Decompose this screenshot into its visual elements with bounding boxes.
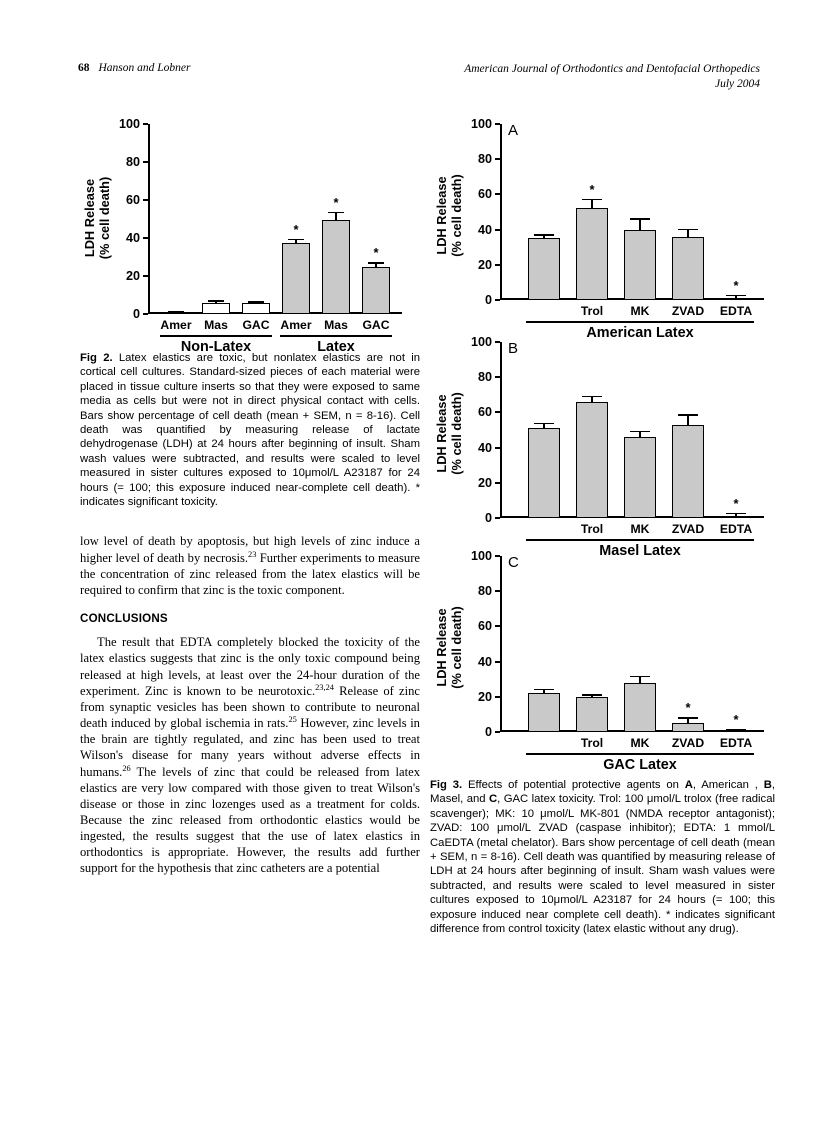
fig3a-y-axis	[500, 124, 502, 300]
significance-star: *	[293, 221, 299, 237]
x-axis-label: EDTA	[719, 522, 753, 536]
citation-26: 26	[122, 763, 131, 773]
y-tick	[495, 517, 500, 519]
x-axis-label: ZVAD	[671, 736, 705, 750]
bar	[672, 237, 704, 300]
bar	[624, 230, 656, 300]
y-tick-label: 20	[477, 475, 492, 490]
fig3c-y-axis-label	[434, 565, 464, 730]
fig3-caption-part1: Effects of potential protective agents on	[462, 779, 685, 791]
figure-3-caption	[430, 778, 775, 936]
error-bar-cap	[288, 239, 305, 241]
x-axis-label: MK	[630, 304, 650, 318]
para1-text: low level of death by apoptosis, but high levels of zinc induce a higher level of death by necrosis.	[80, 534, 420, 565]
significance-star: *	[589, 181, 595, 197]
error-bar-cap	[328, 212, 345, 214]
citation-25: 25	[288, 714, 297, 724]
figure-2-caption	[80, 351, 420, 509]
error-bar	[639, 218, 641, 229]
y-tick	[495, 376, 500, 378]
citation-23-24: 23,24	[315, 682, 334, 692]
group-label: Masel Latex	[599, 543, 681, 559]
paragraph-conclusions	[80, 634, 420, 876]
citation-23: 23	[248, 549, 257, 559]
bar	[624, 683, 656, 732]
y-tick	[143, 237, 148, 239]
y-tick	[143, 275, 148, 277]
fig3b-y-label-line2: (% cell death)	[449, 392, 464, 475]
x-axis-label: ZVAD	[671, 522, 705, 536]
group-rule	[280, 335, 392, 337]
error-bar-cap	[582, 199, 601, 201]
x-axis-label: EDTA	[719, 304, 753, 318]
y-tick	[495, 193, 500, 195]
fig3-caption-ref-c: C	[488, 793, 498, 806]
y-tick-label: 80	[125, 155, 140, 169]
group-label: Latex	[317, 339, 355, 355]
para2-part-d: The levels of zinc that could be released from latex elastics are very low compared with those given to treat Wilson's disease or those in zinc lozenges used as a treatment for colds. Because the zinc released from orthodontic elastics would be ingested, the results suggest that the use of latex elastics in orthodontics is appropriate. However, the results add further support for the hypothesis that zinc catheters are a potential	[80, 764, 420, 876]
running-head-left	[78, 62, 191, 74]
bar	[576, 208, 608, 300]
bar	[576, 697, 608, 732]
bar	[528, 693, 560, 732]
error-bar-cap	[678, 717, 697, 719]
bar	[528, 238, 560, 300]
error-bar-cap	[248, 301, 265, 303]
y-tick-label: 20	[125, 269, 140, 283]
error-bar-cap	[726, 513, 745, 515]
x-axis-label: Trol	[580, 736, 604, 750]
y-tick	[495, 482, 500, 484]
y-tick-label: 60	[125, 193, 140, 207]
bar	[720, 298, 752, 300]
y-tick	[495, 411, 500, 413]
y-tick	[495, 590, 500, 592]
panel-letter-b: B	[508, 340, 519, 357]
y-tick	[495, 299, 500, 301]
fig3b-y-axis	[500, 342, 502, 518]
para2-part-c: However, zinc levels in the brain are tightly regulated, and zinc has been used to treat Wilson's disease for many years without adverse effects in humans.	[80, 716, 420, 779]
fig2-y-label-line2: (% cell death)	[97, 176, 112, 260]
y-tick	[143, 161, 148, 163]
x-axis-label: MK	[630, 736, 650, 750]
x-axis-label: Trol	[580, 304, 604, 318]
para2-part-b: Release of zinc from synaptic vesicles has been shown to contribute to neuronal death induced by global ischemia in rats.	[80, 683, 420, 731]
fig3-caption-part4: , GAC latex toxicity. Trol: 100 μmol/L trolox (free radical scavenger); MK: 10 μmol/L MK-801 (NMDA receptor antagonist); ZVAD: 100 μmol/L ZVAD (caspase inhibitor); EDTA: 1 mmol/L CaEDTA (metal chelator). Bars show percentage of cell death (mean + SEM, n = 8-16). Cell death was quantified by measuring release of LDH at 24 hours after beginning of insult. Sham wash values were subtracted, and results were scaled to level measured in sister cultures exposed to 10μmol/L A23187 for 24 hours (= 100; this exposure induced near complete cell death). * indicates significant difference from control toxicity (latex elastic without any drug).	[430, 793, 775, 936]
y-tick-label: 20	[477, 257, 492, 272]
y-tick	[143, 123, 148, 125]
running-head-authors: Hanson and Lobner	[98, 62, 191, 74]
y-tick-label: 40	[477, 440, 492, 455]
x-axis-label: Mas	[204, 318, 228, 332]
y-tick	[495, 158, 500, 160]
bar	[362, 267, 390, 314]
figure-3-panel-b	[430, 335, 775, 559]
panel-letter-a: A	[508, 122, 519, 139]
significance-star: *	[685, 700, 691, 716]
group-rule	[160, 335, 272, 337]
fig3b-plot-area	[470, 335, 762, 559]
figure-3-panel-c	[430, 549, 775, 773]
y-tick	[495, 625, 500, 627]
significance-star: *	[733, 711, 739, 727]
error-bar-cap	[208, 300, 225, 302]
y-tick	[143, 313, 148, 315]
significance-star: *	[733, 277, 739, 293]
y-tick	[495, 264, 500, 266]
error-bar-cap	[582, 396, 601, 398]
y-tick	[495, 123, 500, 125]
error-bar-cap	[534, 423, 553, 425]
x-axis-label: MK	[630, 522, 650, 536]
bar	[624, 437, 656, 518]
fig3-caption-ref-a: A	[684, 779, 693, 791]
x-axis-label: Mas	[324, 318, 348, 332]
bar	[202, 303, 230, 314]
figure-2-caption-text: Latex elastics are toxic, but nonlatex elastics are not in cortical cell cultures. Standard-sized pieces of each material were placed in tissue culture inserts so that they were exposed to same media as cells but were not in direct physical contact with cells. Bars show percentage of cell death (mean + SEM, n = 8-16). Cell death was quantified by measuring release of lactate dehydrogenase (LDH) at 24 hours after beginning of insult. Sham wash values were subtracted, and results were scaled to level measured in sister cultures exposed to 10μmol/L A23187 for 24 hours (= 100; this exposure induced near-complete cell death). * indicates significant toxicity.	[80, 352, 420, 509]
paragraph-zinc-apoptosis	[80, 533, 420, 598]
error-bar-cap	[534, 689, 553, 691]
y-tick-label: 60	[477, 619, 492, 634]
error-bar-cap	[630, 676, 649, 678]
y-tick-label: 40	[477, 654, 492, 669]
fig3-caption-part3: , Masel, and	[430, 779, 776, 806]
y-tick-label: 80	[477, 370, 492, 385]
y-tick-label: 0	[132, 307, 140, 321]
group-label: American Latex	[586, 325, 694, 341]
panel-letter-c: C	[508, 554, 519, 571]
x-axis-label: GAC	[362, 318, 390, 332]
error-bar-cap	[726, 729, 745, 731]
bar	[672, 425, 704, 518]
y-tick-label: 80	[477, 152, 492, 167]
y-tick	[495, 731, 500, 733]
y-tick-label: 100	[470, 335, 492, 349]
fig3a-y-label-line2: (% cell death)	[449, 174, 464, 257]
figure-3-panel-a	[430, 117, 775, 341]
fig3a-y-axis-label	[434, 133, 464, 298]
y-tick-label: 0	[484, 511, 492, 525]
bar	[282, 243, 310, 314]
fig2-y-axis	[148, 124, 150, 314]
y-tick-label: 100	[470, 549, 492, 563]
bar	[720, 516, 752, 518]
y-tick-label: 40	[125, 231, 140, 245]
bar	[242, 303, 270, 314]
fig2-y-label-line1: LDH Release	[82, 178, 97, 258]
bar	[672, 723, 704, 732]
fig3b-y-axis-label	[434, 351, 464, 516]
bar	[528, 428, 560, 518]
y-tick	[495, 661, 500, 663]
x-axis-label: EDTA	[719, 736, 753, 750]
error-bar	[687, 414, 689, 425]
running-head	[78, 62, 760, 102]
y-tick-label: 60	[477, 187, 492, 202]
left-column	[80, 118, 420, 877]
x-axis-label: Amer	[160, 318, 192, 332]
y-tick	[495, 447, 500, 449]
error-bar-cap	[678, 414, 697, 416]
error-bar-cap	[726, 295, 745, 297]
error-bar-cap	[630, 218, 649, 220]
group-rule	[526, 753, 754, 755]
y-tick-label: 100	[118, 117, 140, 131]
y-tick-label: 0	[484, 293, 492, 307]
fig2-y-axis-label	[82, 133, 112, 303]
y-tick-label: 20	[477, 689, 492, 704]
journal-name: American Journal of Orthodontics and Dentofacial Orthopedics	[464, 63, 760, 75]
error-bar-cap	[582, 694, 601, 696]
y-tick-label: 60	[477, 405, 492, 420]
y-tick-label: 80	[477, 584, 492, 599]
group-rule	[526, 539, 754, 541]
error-bar-cap	[534, 234, 553, 236]
section-heading-conclusions: CONCLUSIONS	[80, 612, 168, 626]
y-tick-label: 0	[484, 725, 492, 739]
running-head-right	[464, 62, 760, 92]
fig3c-y-label-line1: LDH Release	[434, 608, 449, 687]
group-label: Non-Latex	[180, 339, 252, 355]
error-bar-cap	[630, 431, 649, 433]
figure-3-caption-label: Fig 3.	[430, 779, 463, 791]
x-axis-label: Amer	[280, 318, 312, 332]
error-bar-cap	[368, 262, 385, 264]
y-tick	[495, 229, 500, 231]
fig3c-y-label-line2: (% cell death)	[449, 606, 464, 689]
group-rule	[526, 321, 754, 323]
fig3b-y-label-line1: LDH Release	[434, 394, 449, 473]
x-axis-label: GAC	[242, 318, 270, 332]
para2-part-a: The result that EDTA completely blocked the toxicity of the latex elastics suggests that zinc is the only toxic compound being released at high levels, at least over the 24-hour duration of the experiment. Zinc is known to be neurotoxic.	[80, 635, 420, 698]
bar	[576, 402, 608, 518]
figure-2-chart	[80, 117, 420, 355]
error-bar-cap	[168, 311, 185, 313]
right-column	[430, 118, 775, 936]
error-bar-cap	[678, 229, 697, 231]
x-axis-label: Trol	[580, 522, 604, 536]
y-tick	[495, 341, 500, 343]
x-axis-label: ZVAD	[671, 304, 705, 318]
bar	[322, 220, 350, 314]
fig3c-y-axis	[500, 556, 502, 732]
group-label: GAC Latex	[603, 757, 677, 773]
para1-continuation: Further experiments to measure the concentration of zinc released from the latex elastics will be required to confirm that zinc is the toxic component.	[80, 550, 421, 597]
issue-date: July 2004	[714, 78, 760, 90]
fig3-caption-part2: , American ,	[692, 779, 764, 791]
significance-star: *	[373, 245, 379, 261]
significance-star: *	[733, 495, 739, 511]
y-tick-label: 40	[477, 222, 492, 237]
page-number: 68	[78, 62, 90, 74]
y-tick-label: 100	[470, 117, 492, 131]
y-tick	[495, 555, 500, 557]
y-tick	[495, 696, 500, 698]
fig3-caption-ref-b: B	[763, 779, 772, 791]
y-tick	[143, 199, 148, 201]
fig3a-plot-area	[470, 117, 762, 341]
figure-2-caption-label: Fig 2.	[80, 352, 113, 364]
left-column-body	[80, 533, 420, 876]
fig2-plot-area	[118, 117, 400, 355]
fig3a-y-label-line1: LDH Release	[434, 176, 449, 255]
significance-star: *	[333, 194, 339, 210]
